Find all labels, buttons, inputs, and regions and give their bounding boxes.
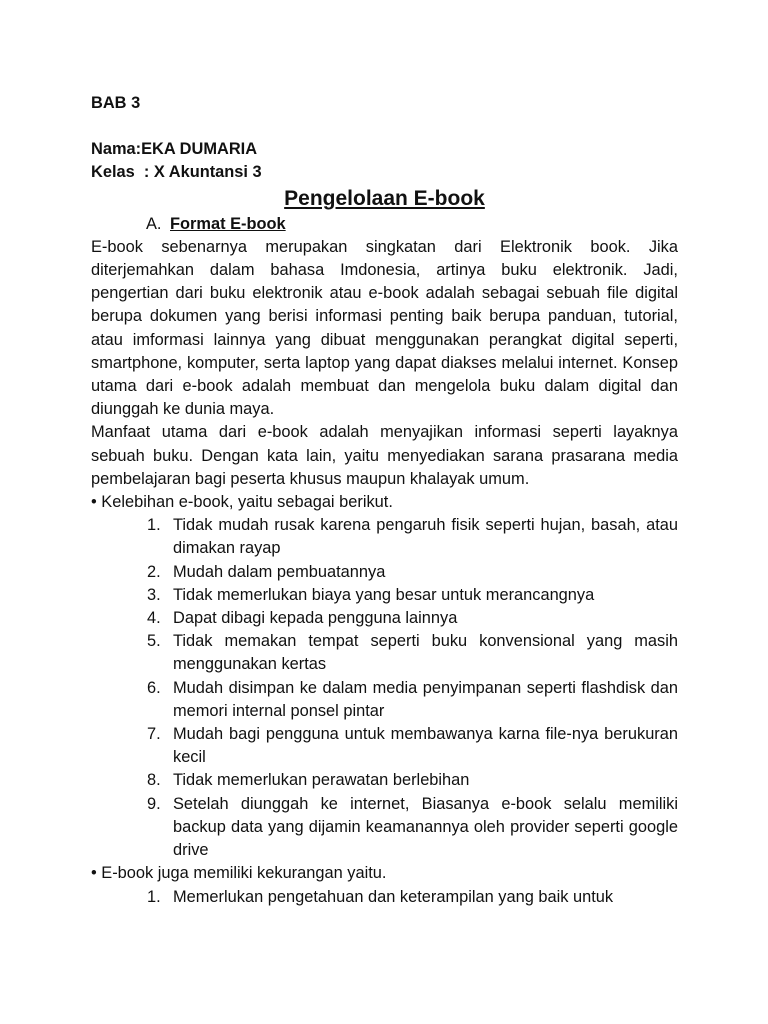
list-item-number: 4. [147, 609, 161, 628]
list-item-number: 8. [147, 771, 161, 790]
list-item [91, 630, 678, 676]
disadvantages-intro: • E-book juga memiliki kekurangan yaitu. [91, 864, 387, 883]
list-item [91, 561, 678, 584]
spacer [91, 115, 678, 138]
list-item-number: 5. [147, 632, 161, 651]
list-item [91, 677, 678, 723]
list-item-text: Tidak mudah rusak karena pengaruh fisik seperti hujan, basah, atau dimakan rayap [173, 516, 678, 558]
list-item [91, 723, 678, 769]
list-item [91, 793, 678, 863]
advantages-intro: • Kelebihan e-book, yaitu sebagai berikut. [91, 493, 393, 512]
list-item [91, 514, 678, 560]
list-item-text: Tidak memerlukan perawatan berlebihan [173, 771, 470, 790]
list-item-number: 6. [147, 678, 161, 697]
list-item-text: Dapat dibagi kepada pengguna lainnya [173, 609, 458, 628]
list-item-number: 3. [147, 585, 161, 604]
list-item-text: Tidak memakan tempat seperti buku konvensional yang masih menggunakan kertas [173, 632, 678, 674]
list-item-text: Setelah diunggah ke internet, Biasanya e-book selalu memiliki backup data yang dijamin keamanannya oleh provider seperti google drive [173, 794, 678, 860]
list-item-text: Mudah bagi pengguna untuk membawanya karna file-nya berukuran kecil [173, 725, 678, 767]
list-item-text: Mudah disimpan ke dalam media penyimpanan seperti flashdisk dan memori internal ponsel pintar [173, 678, 678, 720]
list-item [91, 769, 678, 792]
section-a-heading [91, 213, 678, 236]
list-item-number: 1. [147, 887, 161, 906]
list-item [91, 607, 678, 630]
list-item-number: 2. [147, 562, 161, 581]
section-a-letter: A. [146, 214, 162, 233]
list-item [91, 886, 678, 909]
chapter-label: BAB 3 [91, 94, 141, 112]
student-name: Nama:EKA DUMARIA [91, 140, 258, 159]
student-class: Kelas : X Akuntansi 3 [91, 163, 262, 182]
list-item-number: 1. [147, 516, 161, 535]
document-title: Pengelolaan E-book [284, 186, 485, 210]
list-item-text: Mudah dalam pembuatannya [173, 562, 386, 581]
advantages-list [91, 514, 678, 862]
list-item [91, 584, 678, 607]
list-item-number: 9. [147, 794, 161, 813]
disadvantages-list [91, 886, 678, 909]
paragraph-benefits: Manfaat utama dari e-book adalah menyajikan informasi seperti layaknya sebuah buku. Dengan kata lain, yaitu menyediakan sarana prasarana media pembelajaran bagi peserta khusus maupun khalayak umum. [91, 423, 678, 488]
list-item-text: Memerlukan pengetahuan dan keterampilan yang baik untuk [173, 887, 614, 906]
document-page [91, 92, 678, 909]
list-item-text: Tidak memerlukan biaya yang besar untuk merancangnya [173, 585, 595, 604]
list-item-number: 7. [147, 725, 161, 744]
section-a-label: Format E-book [170, 214, 286, 233]
paragraph-definition: E-book sebenarnya merupakan singkatan dari Elektronik book. Jika diterjemahkan dalam bahasa Imdonesia, artinya buku elektronik. Jadi, pengertian dari buku elektronik atau e-book adalah sebagai sebuah file digital berupa dokumen yang berisi informasi penting baik berupa panduan, tutorial, atau imformasi lainnya yang dibuat menggunakan perangkat digital seperti, smartphone, komputer, serta laptop yang dapat diakses melalui internet. Konsep utama dari e-book adalah membuat dan mengelola buku dalam digital dan diunggah ke dunia maya. [91, 237, 678, 419]
